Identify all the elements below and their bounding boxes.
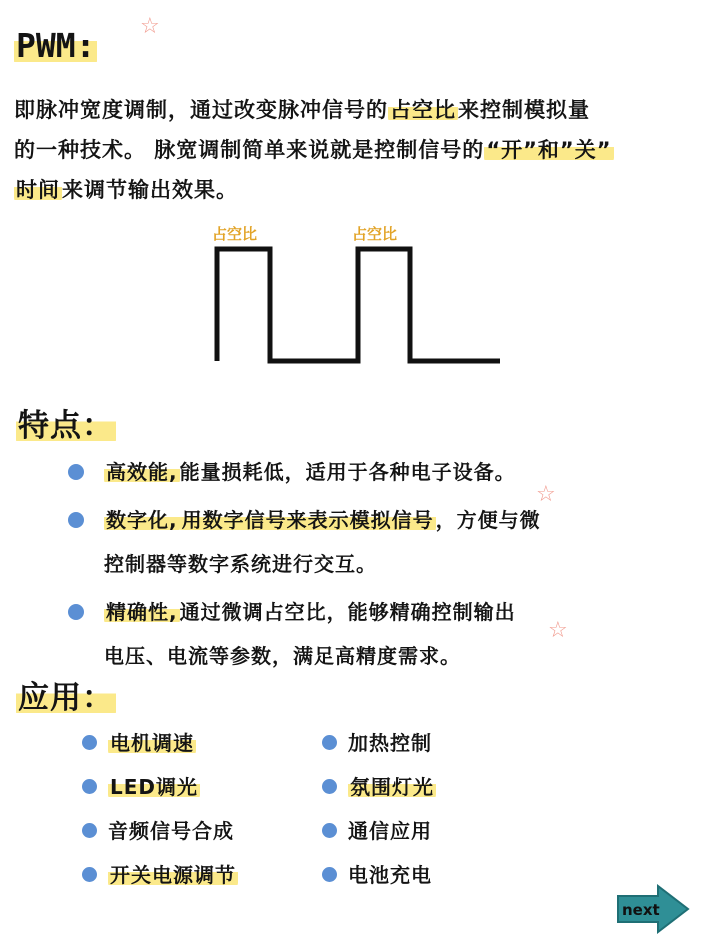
bullet-icon (322, 735, 337, 750)
next-button[interactable] (614, 884, 690, 934)
next-button-label: next (622, 901, 660, 919)
feature-item-digital: 数字化, 用数字信号来表示模拟信号 ，方便与微 控制器等数字系统进行交互。 (68, 498, 698, 586)
features-list (68, 450, 698, 678)
bullet-icon (322, 867, 337, 882)
app-item-ambient-light: 氛围灯光 (322, 772, 436, 802)
app-item-communication: 通信应用 (322, 816, 432, 846)
intro-line-3: 时间来调节输出效果。 (16, 178, 238, 202)
intro-line-2: 的一种技术。 脉宽调制简单来说就是控制信号的“开”和”关” (14, 138, 612, 162)
bullet-icon (68, 604, 84, 620)
bullet-icon (82, 823, 97, 838)
intro-paragraph (14, 90, 694, 210)
app-item-led-dimming: LED调光 (82, 772, 200, 802)
page-title: PWM: (16, 26, 96, 65)
intro-highlight-duty: 占空比 (390, 98, 456, 122)
intro-highlight-time: 时间 (16, 178, 60, 202)
features-heading: 特点： (18, 408, 114, 444)
intro-highlight-onoff: “开”和”关” (486, 138, 612, 162)
app-item-heating-control: 加热控制 (322, 728, 432, 758)
bullet-icon (82, 735, 97, 750)
app-item-audio-synthesis: 音频信号合成 (82, 816, 234, 846)
applications-heading: 应用： (18, 680, 114, 716)
star-icon: ☆ (140, 14, 160, 39)
bullet-icon (322, 823, 337, 838)
star-icon: ☆ (548, 618, 568, 643)
bullet-icon (82, 779, 97, 794)
duty-label-1: 占空比 (212, 225, 258, 243)
app-item-motor-speed: 电机调速 (82, 728, 196, 758)
bullet-icon (82, 867, 97, 882)
pwm-signal-line (217, 249, 500, 361)
star-icon: ☆ (536, 482, 556, 507)
pwm-waveform-diagram (200, 215, 510, 375)
feature-item-precision: 精确性, 通过微调占空比，能够精确控制输出 电压、电流等参数，满足高精度需求。 (68, 590, 698, 678)
app-item-battery-charging: 电池充电 (322, 860, 432, 890)
feature-item-efficiency: 高效能, 能量损耗低，适用于各种电子设备。 (68, 450, 698, 494)
intro-line-1: 即脉冲宽度调制，通过改变脉冲信号的占空比来控制模拟量 (14, 98, 590, 122)
bullet-icon (322, 779, 337, 794)
bullet-icon (68, 512, 84, 528)
duty-label-2: 占空比 (352, 225, 398, 243)
bullet-icon (68, 464, 84, 480)
app-item-power-supply: 开关电源调节 (82, 860, 238, 890)
